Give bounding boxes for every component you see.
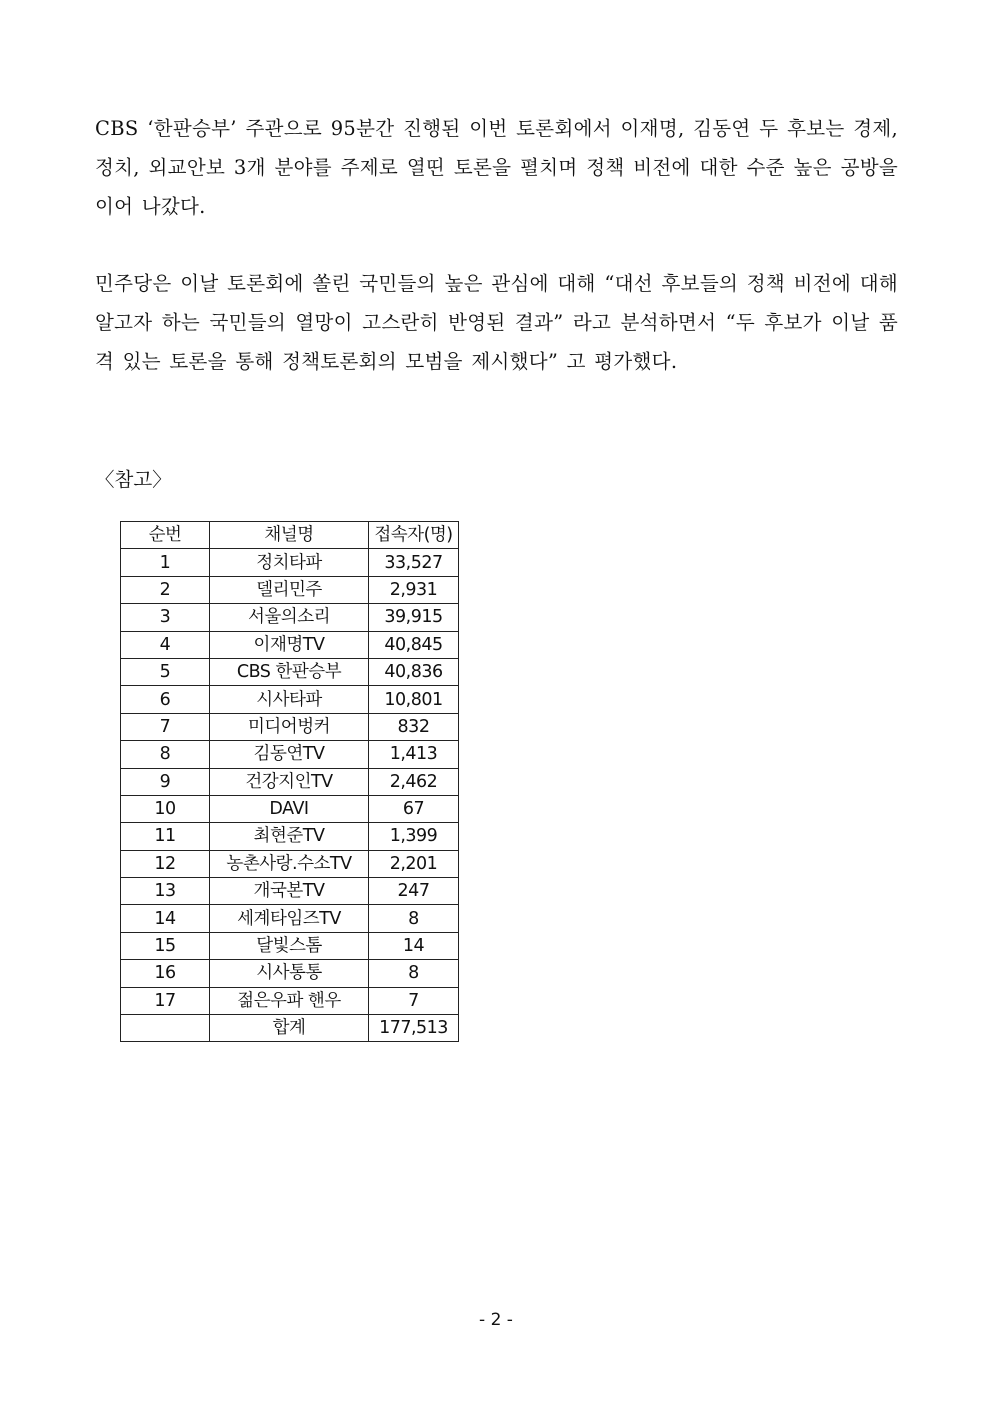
body-paragraph-1: CBS ‘한판승부’ 주관으로 95분간 진행된 이번 토론회에서 이재명, 김동연 두 후보는 경제, 정치, 외교안보 3개 분야를 주제로 열띤 토론을 펼치며 정책 비전에 대한 수준 높은 공방을 이어 나갔다. — [95, 117, 898, 218]
channel-cell: DAVI — [210, 795, 369, 822]
rank-cell: 13 — [121, 878, 210, 905]
table-row — [121, 795, 459, 822]
rank-cell: 17 — [121, 987, 210, 1014]
table-row — [121, 960, 459, 987]
table-row — [121, 713, 459, 740]
header-viewers: 접속자(명) — [369, 522, 459, 549]
table-row — [121, 878, 459, 905]
channel-cell: 세계타임즈TV — [210, 905, 369, 932]
rank-cell: 2 — [121, 576, 210, 603]
rank-cell: 6 — [121, 686, 210, 713]
table-row — [121, 686, 459, 713]
page-number: - 2 - — [479, 1310, 513, 1330]
viewers-cell: 7 — [369, 987, 459, 1014]
table-row — [121, 576, 459, 603]
channel-cell: 정치타파 — [210, 549, 369, 576]
total-viewers-cell: 177,513 — [369, 1015, 459, 1042]
rank-cell: 15 — [121, 932, 210, 959]
table-row — [121, 850, 459, 877]
channel-cell: 건강지인TV — [210, 768, 369, 795]
channel-cell: 농촌사랑.수소TV — [210, 850, 369, 877]
viewers-cell: 2,201 — [369, 850, 459, 877]
table-total-row — [121, 1015, 459, 1042]
viewers-cell: 832 — [369, 713, 459, 740]
header-rank: 순번 — [121, 522, 210, 549]
table-row — [121, 823, 459, 850]
rank-cell: 9 — [121, 768, 210, 795]
table-row — [121, 658, 459, 685]
header-channel: 채널명 — [210, 522, 369, 549]
channel-cell: 개국본TV — [210, 878, 369, 905]
table-row — [121, 604, 459, 631]
rank-cell: 16 — [121, 960, 210, 987]
rank-cell: 11 — [121, 823, 210, 850]
viewers-cell: 33,527 — [369, 549, 459, 576]
channel-cell: 최현준TV — [210, 823, 369, 850]
total-label-cell: 합계 — [210, 1015, 369, 1042]
channel-cell: 달빛스톰 — [210, 932, 369, 959]
viewers-cell: 8 — [369, 905, 459, 932]
body-paragraph-2: 민주당은 이날 토론회에 쏠린 국민들의 높은 관심에 대해 “대선 후보들의 정책 비전에 대해 알고자 하는 국민들의 열망이 고스란히 반영된 결과” 라고 분석하면서 “두 후보가 이날 품격 있는 토론을 통해 정책토론회의 모범을 제시했다” 고 평가했다. — [95, 272, 898, 373]
channel-cell: 시사타파 — [210, 686, 369, 713]
viewers-cell: 10,801 — [369, 686, 459, 713]
rank-cell: 4 — [121, 631, 210, 658]
rank-cell: 14 — [121, 905, 210, 932]
channel-cell: CBS 한판승부 — [210, 658, 369, 685]
channel-cell: 이재명TV — [210, 631, 369, 658]
channel-cell: 미디어벙커 — [210, 713, 369, 740]
channel-cell: 서울의소리 — [210, 604, 369, 631]
viewers-cell: 1,399 — [369, 823, 459, 850]
viewers-cell: 67 — [369, 795, 459, 822]
channel-cell: 시사통통 — [210, 960, 369, 987]
total-rank-cell — [121, 1015, 210, 1042]
channel-cell: 델리민주 — [210, 576, 369, 603]
viewers-cell: 39,915 — [369, 604, 459, 631]
viewers-cell: 1,413 — [369, 741, 459, 768]
viewers-cell: 8 — [369, 960, 459, 987]
viewers-cell: 40,836 — [369, 658, 459, 685]
rank-cell: 12 — [121, 850, 210, 877]
table-header-row — [121, 522, 459, 549]
table-row — [121, 631, 459, 658]
channel-viewers-table — [120, 521, 459, 1042]
rank-cell: 5 — [121, 658, 210, 685]
viewers-cell: 2,462 — [369, 768, 459, 795]
viewers-cell: 14 — [369, 932, 459, 959]
table-body — [121, 549, 459, 1015]
table-row — [121, 768, 459, 795]
rank-cell: 3 — [121, 604, 210, 631]
table-row — [121, 905, 459, 932]
table-row — [121, 987, 459, 1014]
rank-cell: 7 — [121, 713, 210, 740]
viewers-cell: 2,931 — [369, 576, 459, 603]
channel-cell: 김동연TV — [210, 741, 369, 768]
rank-cell: 1 — [121, 549, 210, 576]
channel-cell: 젊은우파 핸우 — [210, 987, 369, 1014]
viewers-cell: 40,845 — [369, 631, 459, 658]
reference-label: 〈참고〉 — [95, 468, 172, 491]
table-row — [121, 549, 459, 576]
table-row — [121, 741, 459, 768]
viewers-cell: 247 — [369, 878, 459, 905]
table-row — [121, 932, 459, 959]
rank-cell: 8 — [121, 741, 210, 768]
rank-cell: 10 — [121, 795, 210, 822]
